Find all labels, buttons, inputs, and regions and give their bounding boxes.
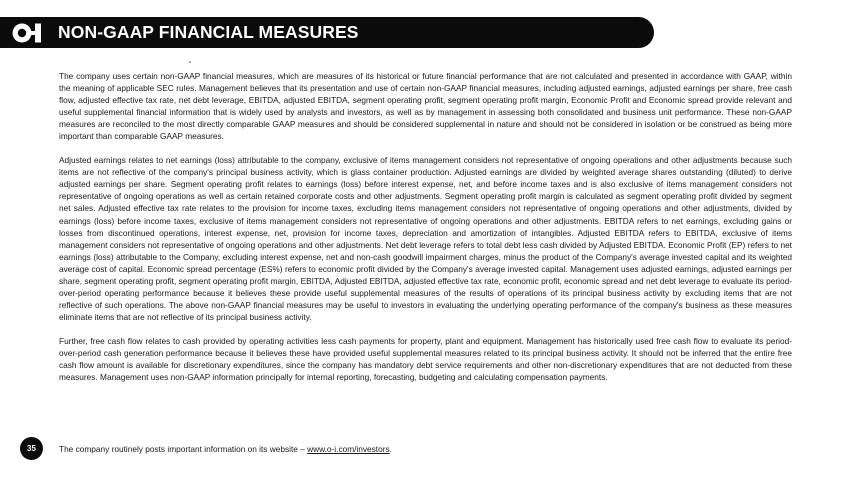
stray-dot: [189, 61, 191, 63]
paragraph-adjusted-earnings: Adjusted earnings relates to net earnings (loss) attributable to the company, exclusive of items management considers not representative of ongoing operations and other adjustments because such items are not reflective of the company's principal business activity, which is glass container production. Adjusted earnings are divided by weighted average shares outstanding (diluted) to derive adjusted earnings per share. Segment operating profit relates to earnings (loss) before interest expense, net, and before income taxes and is also exclusive of items management considers not representative of ongoing operations as well as certain retained corporate costs and other adjustments. Segment operating profit margin is calculated as segment operating profit divided by segment net sales. Adjusted effective tax rate relates to the provision for income taxes, excluding items management considers not representative of ongoing operations and other adjustments, divided by earnings (loss) before income taxes, exclusive of items management considers not representative of ongoing operations and other adjustments. EBITDA refers to net earnings, excluding gains or losses from discontinued operations, interest expense, net, provision for income taxes, depreciation and amortization of intangibles. Adjusted EBITDA refers to EBITDA, exclusive of items management considers not representative of ongoing operations and other adjustments. Net debt leverage refers to total debt less cash divided by Adjusted EBITDA. Economic Profit (EP) refers to net earnings (loss) attributable to the Company, excluding interest expense, net and non-cash goodwill impairment charges, minus the product of the Company's average invested capital and its weighted average cost of capital. Economic spread percentage (ES%) refers to economic profit divided by the Company's average invested capital. Management uses adjusted earnings, adjusted earnings per share, segment operating profit, segment operating profit margin, EBITDA, Adjusted EBITDA, adjusted effective tax rate, economic profit, economic spread and net debt leverage to evaluate its period-over-period operating performance because it believes these provide useful supplemental measures of the results of operations of its principal business activity by excluding items that are not reflective of such operations. The above non-GAAP financial measures may be useful to investors in evaluating the underlying operating performance of the company's business as these measures eliminate items that are not reflective of its principal business activity.: [59, 155, 792, 323]
footer-note: [59, 443, 392, 455]
investors-link[interactable]: www.o-i.com/investors: [307, 444, 390, 454]
footer-text: The company routinely posts important information on its website –: [59, 444, 308, 454]
page-number-badge: 35: [20, 437, 43, 460]
header-bar: [0, 17, 654, 48]
page-title: NON-GAAP FINANCIAL MEASURES: [58, 22, 359, 42]
body-text: [59, 70, 792, 383]
footer-suffix: .: [389, 444, 392, 454]
paragraph-non-gaap-intro: The company uses certain non-GAAP financial measures, which are measures of its historical or future financial performance that are not calculated and presented in accordance with GAAP, within the meaning of applicable SEC rules. Management believes that its presentation and use of certain non-GAAP financial measures, including adjusted earnings, adjusted earnings per share, free cash flow, adjusted effective tax rate, net debt leverage, EBITDA, adjusted EBITDA, segment operating profit, segment operating profit margin, Economic Profit and Economic spread provide relevant and useful supplemental financial information that is widely used by analysts and investors, as well as by management in assessing both consolidated and business unit performance. These non-GAAP measures are reconciled to the most directly comparable GAAP measures and should be considered supplemental in nature and should not be considered in isolation or be construed as being more important than comparable GAAP measures.: [59, 71, 792, 142]
paragraph-free-cash-flow: Further, free cash flow relates to cash provided by operating activities less cash payments for property, plant and equipment. Management has historically used free cash flow to evaluate its period-over-period cash generation performance because it believes these have provided useful supplemental measures related to its principal business activity. It should not be inferred that the entire free cash flow amount is available for discretionary expenditures, since the company has mandatory debt service requirements and other non-discretionary expenditures that are not deducted from these measures. Management uses non-GAAP information principally for internal reporting, forecasting, budgeting and calculating compensation payments.: [59, 335, 792, 383]
o-i-logo: [11, 21, 45, 45]
